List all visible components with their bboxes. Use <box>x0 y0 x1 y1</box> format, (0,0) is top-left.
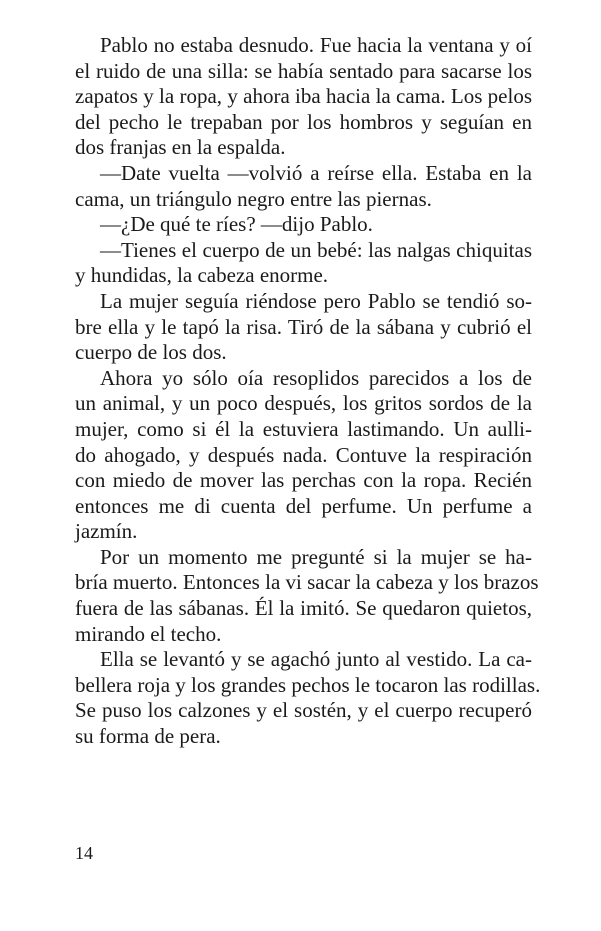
text-line: entonces me di cuenta del perfume. Un perfume a <box>75 493 532 518</box>
text-line: bre ella y le tapó la risa. Tiró de la sábana y cubrió el <box>75 314 532 339</box>
page-number: 14 <box>75 843 93 863</box>
text-line: bellera roja y los grandes pechos le tocaron las rodillas. <box>75 672 541 697</box>
text-line: dos franjas en la espalda. <box>75 135 286 160</box>
text-line: zapatos y la ropa, y ahora iba hacia la cama. Los pelos <box>75 84 532 109</box>
paragraph <box>75 33 532 161</box>
paragraph <box>75 161 532 212</box>
paragraph <box>75 289 532 366</box>
text-line: Ahora yo sólo oía resoplidos parecidos a los de <box>100 365 532 390</box>
text-line: jazmín. <box>75 519 138 544</box>
text-line: Se puso los calzones y el sostén, y el cuerpo recuperó <box>75 698 532 723</box>
paragraph <box>75 544 539 647</box>
text-line: —Tienes el cuerpo de un bebé: las nalgas chiquitas <box>100 237 532 262</box>
text-line: do ahogado, y después nada. Contuve la respiración <box>75 442 532 467</box>
paragraph <box>75 366 532 545</box>
text-line: Ella se levantó y se agachó junto al vestido. La ca- <box>100 647 532 672</box>
paragraph <box>75 212 532 238</box>
text-line: mujer, como si él la estuviera lastimando. Un aulli- <box>75 416 532 441</box>
text-line: un animal, y un poco después, los gritos sordos de la <box>75 391 532 416</box>
text-line: —Date vuelta —volvió a reírse ella. Estaba en la <box>100 160 532 185</box>
text-line: cama, un triángulo negro entre las piernas. <box>75 186 432 211</box>
text-line: con miedo de mover las perchas con la ropa. Recién <box>75 468 532 493</box>
text-line: su forma de pera. <box>75 724 221 749</box>
text-line: bría muerto. Entonces la vi sacar la cabeza y los brazos <box>75 570 539 595</box>
text-line: La mujer seguía riéndose pero Pablo se tendió so- <box>100 288 532 313</box>
paragraph <box>75 238 532 289</box>
paragraph <box>75 647 541 749</box>
text-line: cuerpo de los dos. <box>75 340 227 365</box>
text-line: Por un momento me pregunté si la mujer se ha- <box>100 544 532 569</box>
text-line: —¿De qué te ríes? —dijo Pablo. <box>100 212 373 237</box>
text-line: mirando el techo. <box>75 621 222 646</box>
text-line: fuera de las sábanas. Él la imitó. Se quedaron quietos, <box>75 596 532 621</box>
text-line: del pecho le trepaban por los hombros y seguían en <box>75 109 532 134</box>
text-block <box>75 33 541 750</box>
text-line: y hundidas, la cabeza enorme. <box>75 263 329 288</box>
text-line: Pablo no estaba desnudo. Fue hacia la ventana y oí <box>100 33 532 57</box>
text-line: el ruido de una silla: se había sentado para sacarse los <box>75 58 532 83</box>
